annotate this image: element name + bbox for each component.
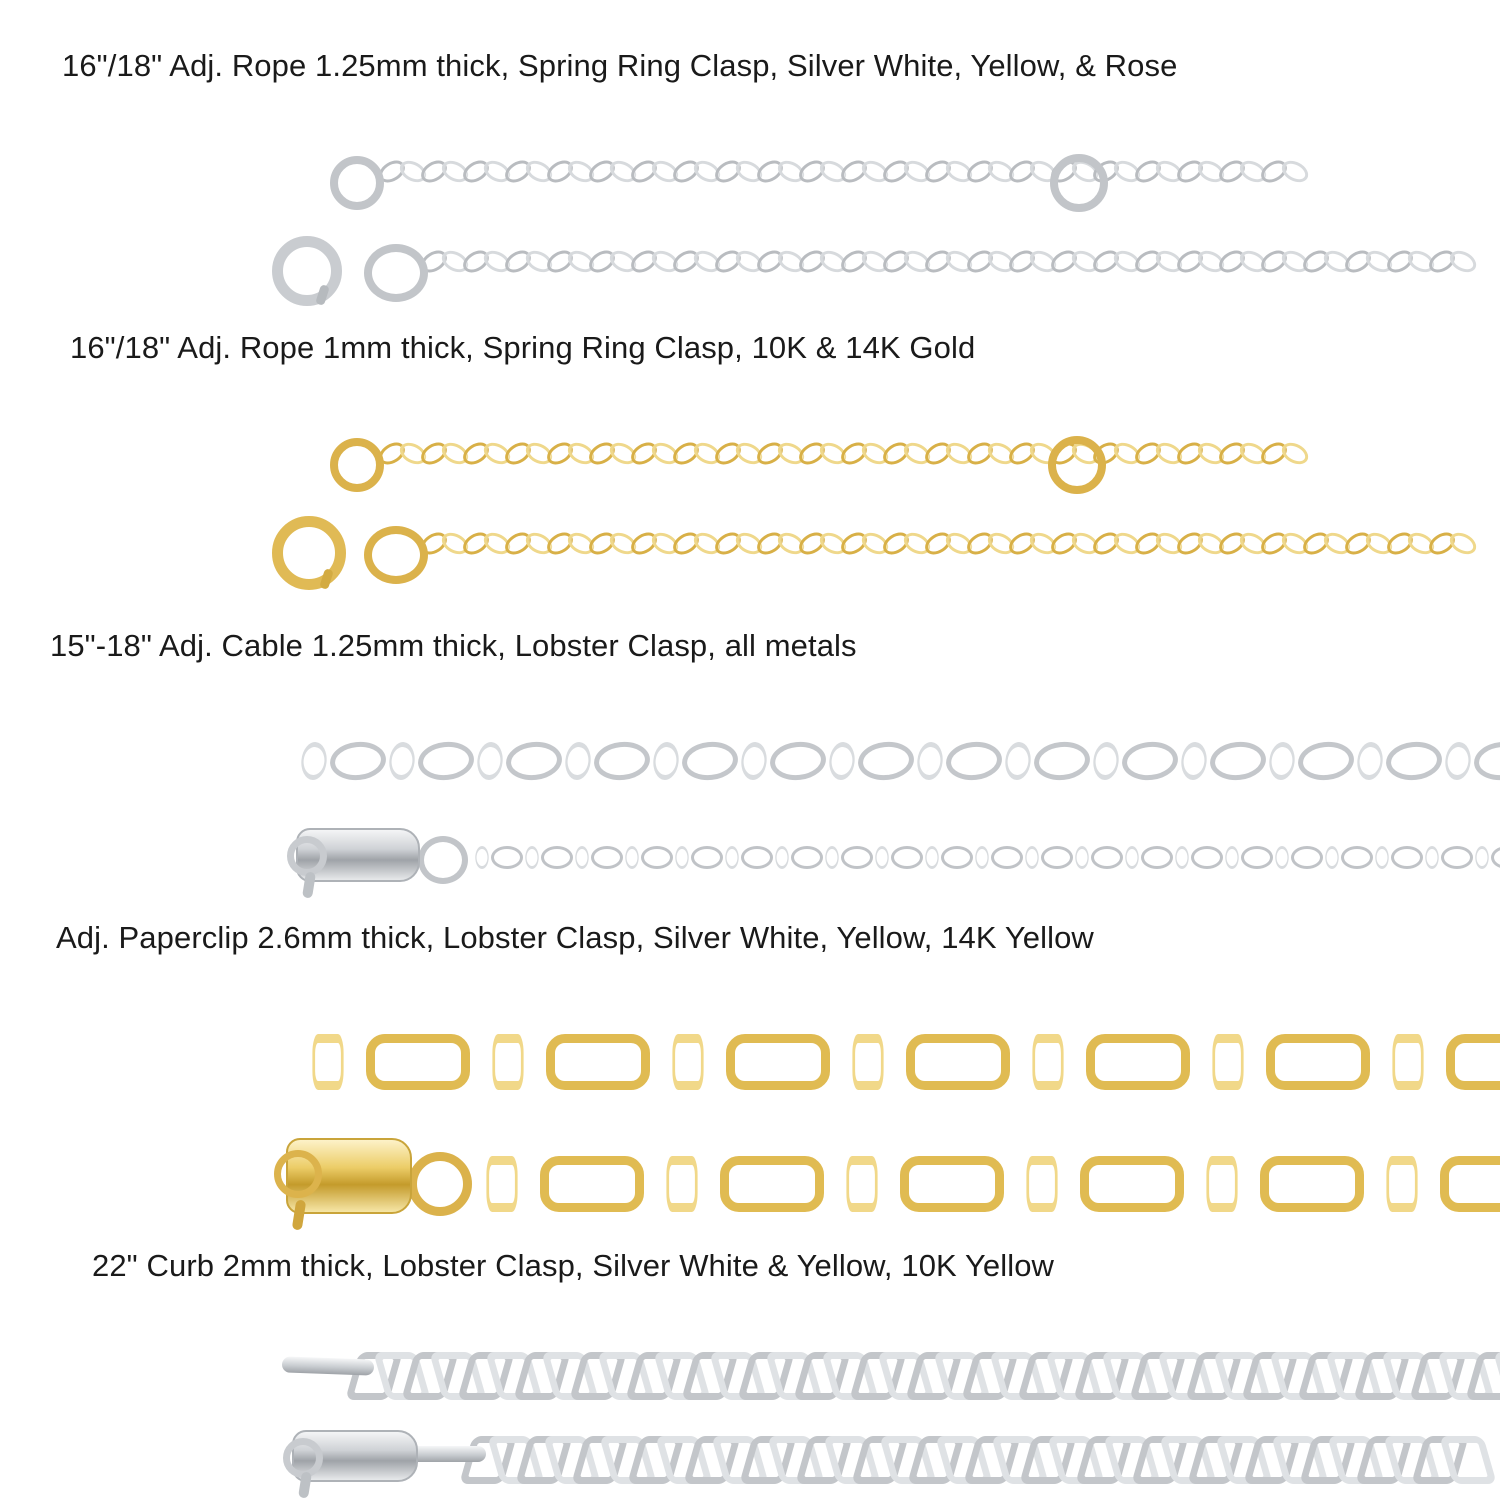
- curb-lower-strand: [466, 1436, 1474, 1484]
- end-ring-icon: [330, 438, 384, 492]
- lobster-clasp-icon: [296, 828, 420, 882]
- rope-upper-strand: [378, 444, 1302, 463]
- rope-upper-strand: [378, 162, 1302, 181]
- connector-ring-icon: [364, 526, 428, 584]
- lobster-clasp-icon: [286, 1138, 412, 1214]
- spring-ring-clasp-icon: [272, 236, 342, 306]
- chain-option-cable-silver: [0, 628, 1500, 904]
- chain-option-curb-silver: [0, 1248, 1500, 1484]
- adjuster-ring-icon: [1048, 436, 1106, 494]
- connector-ring-icon: [418, 836, 468, 884]
- chain-option-caption: Adj. Paperclip 2.6mm thick, Lobster Clasp, Silver White, Yellow, 14K Yellow: [56, 920, 1094, 955]
- paperclip-lower-strand: [450, 1156, 1500, 1212]
- chain-option-rope-gold: [0, 330, 1500, 606]
- cable-main-strand: [466, 846, 1500, 869]
- cable-extender-strand: [286, 742, 1500, 780]
- lobster-clasp-icon: [292, 1430, 418, 1482]
- rope-gold-illustration: [0, 366, 1500, 606]
- curb-end-bar-lower: [408, 1446, 486, 1462]
- connector-ring-icon: [364, 244, 428, 302]
- end-ring-icon: [330, 156, 384, 210]
- chain-option-caption: 22" Curb 2mm thick, Lobster Clasp, Silver White & Yellow, 10K Yellow: [92, 1248, 1055, 1283]
- curb-illustration: [0, 1284, 1500, 1484]
- spring-ring-clasp-icon: [272, 516, 346, 590]
- chain-option-rope-silver: [0, 48, 1500, 324]
- curb-end-bar-upper: [282, 1356, 375, 1375]
- cable-illustration: [0, 664, 1500, 904]
- paperclip-illustration: [0, 956, 1500, 1256]
- chain-option-caption: 16"/18" Adj. Rope 1.25mm thick, Spring Ring Clasp, Silver White, Yellow, & Rose: [62, 48, 1178, 83]
- paperclip-upper-strand: [276, 1034, 1500, 1090]
- rope-lower-strand: [420, 534, 1470, 553]
- chain-option-caption: 15"-18" Adj. Cable 1.25mm thick, Lobster Clasp, all metals: [50, 628, 857, 663]
- curb-upper-strand: [352, 1352, 1500, 1400]
- rope-lower-strand: [420, 252, 1470, 271]
- adjuster-ring-icon: [1050, 154, 1108, 212]
- chain-option-caption: 16"/18" Adj. Rope 1mm thick, Spring Ring Clasp, 10K & 14K Gold: [70, 330, 976, 365]
- connector-ring-icon: [408, 1152, 472, 1216]
- rope-silver-illustration: [0, 84, 1500, 324]
- chain-option-paperclip-gold: [0, 920, 1500, 1256]
